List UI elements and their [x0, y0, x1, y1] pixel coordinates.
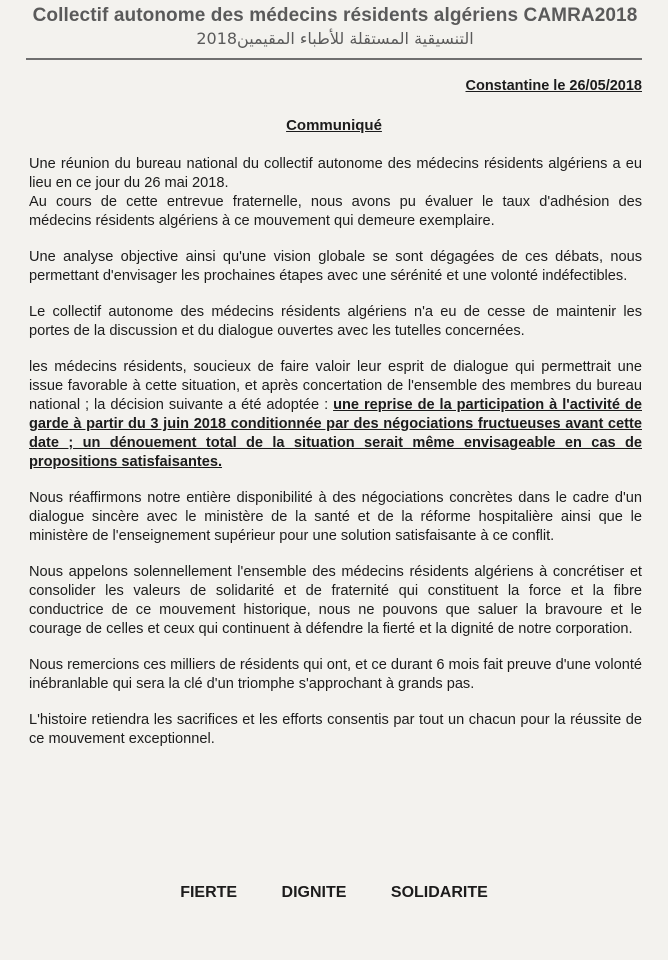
- paragraph-7: Nous remercions ces milliers de résidents qui ont, et ce durant 6 mois fait preuve d'une volonté inébranlable qui sera la clé d'un triomphe s'approchant à grands pas.: [29, 657, 642, 692]
- letterhead-title-french: Collectif autonome des médecins résidents algériens CAMRA2018: [32, 5, 638, 26]
- document-body: [29, 155, 642, 766]
- document-date: Constantine le 26/05/2018: [465, 78, 642, 94]
- letterhead-title-arabic: التنسيقية المستقلة للأطباء المقيمين2018: [196, 29, 474, 48]
- letterhead: [28, 0, 642, 50]
- header-divider: [26, 58, 642, 60]
- document-title: Communiqué: [286, 117, 382, 134]
- motto: [0, 884, 668, 902]
- paragraph-1-continuation: Au cours de cette entrevue fraternelle, nous avons pu évaluer le taux d'adhésion des médecins résidents algériens à ce mouvement qui demeure exemplaire.: [29, 194, 642, 229]
- paragraph-4: [29, 358, 642, 472]
- paragraph-3: Le collectif autonome des médecins résidents algériens n'a eu de cesse de maintenir les portes de la discussion et du dialogue ouvertes avec les tutelles concernées.: [29, 304, 642, 339]
- motto-word: FIERTE: [180, 884, 238, 901]
- paragraph-1: [29, 155, 642, 231]
- paragraph-1-text: Une réunion du bureau national du collectif autonome des médecins résidents algériens a eu lieu en ce jour du 26 mai 2018.: [29, 156, 642, 191]
- paragraph-2: Une analyse objective ainsi qu'une vision globale se sont dégagées de ces débats, nous permettant d'envisager les prochaines étapes avec une sérénité et une volonté indéfectibles.: [29, 249, 642, 284]
- paragraph-4-text: les médecins résidents, soucieux de faire valoir leur esprit de dialogue qui permettrait une issue favorable à cette situation, et après concertation de l'ensemble des membres du bureau national ; la décision suivante a été adoptée :: [29, 359, 642, 413]
- motto-word: SOLIDARITE: [390, 884, 488, 901]
- paragraph-6: Nous appelons solennellement l'ensemble des médecins résidents algériens à concrétiser et consolider les valeurs de solidarité et de fraternité qui constituent la force et la fibre conductrice de ce mouvement historique, nous ne pouvons que saluer la bravoure et le courage de celles et ceux qui continuent à défendre la fierté et la dignité de notre corporation.: [29, 564, 642, 637]
- paragraph-5: Nous réaffirmons notre entière disponibilité à des négociations concrètes dans le cadre d'un dialogue sincère avec le ministère de la santé et de la réforme hospitalière ainsi que le ministère de l'enseignement supérieur pour une solution satisfaisante à ce conflit.: [29, 490, 642, 544]
- motto-word: DIGNITE: [281, 884, 347, 901]
- decision-statement: une reprise de la participation à l'activité de garde à partir du 3 juin 2018 conditionnée par des négociations fructueuses avant cette date ; un dénouement total de la situation serait même envisageable en cas de propositions satisfaisantes.: [29, 397, 642, 470]
- paragraph-8: L'histoire retiendra les sacrifices et les efforts consentis par tout un chacun pour la réussite de ce mouvement exceptionnel.: [29, 712, 642, 747]
